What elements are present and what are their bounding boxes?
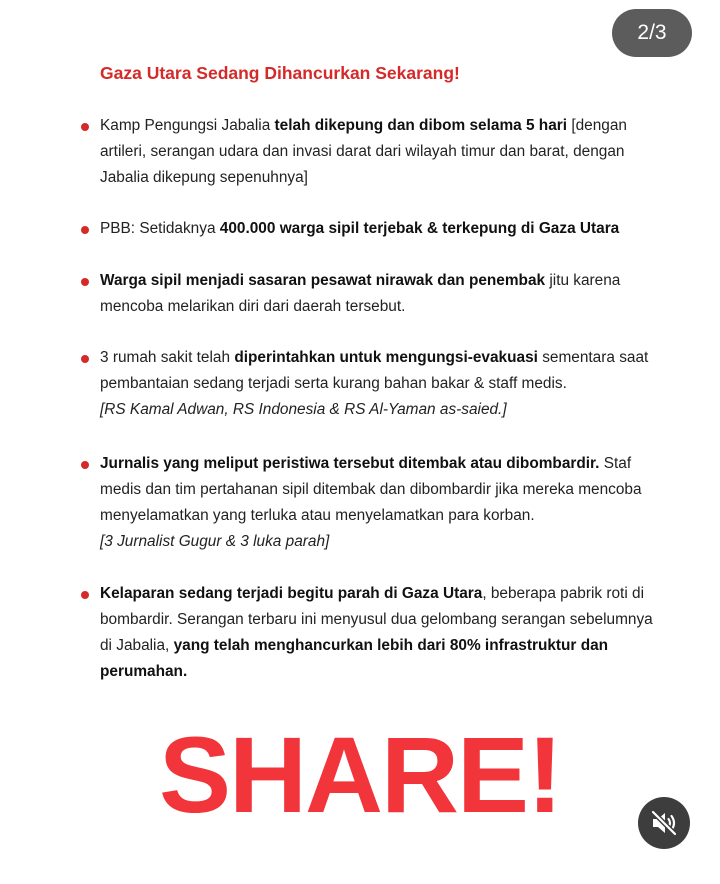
bullet-dot-icon <box>81 226 89 234</box>
bullet-text: PBB: Setidaknya <box>100 220 220 237</box>
slide-counter-badge: 2/3 <box>612 9 692 57</box>
bullet-dot-icon <box>81 461 89 469</box>
list-item <box>100 216 660 242</box>
bullet-text: , beberapa pabrik roti di bombardir. Serangan terbaru ini menyusul dua gelombang serangan sebelumnya di Jabalia, <box>100 585 653 654</box>
list-item <box>100 581 660 685</box>
bullet-text: sementara saat pembantaian sedang terjadi serta kurang bahan bakar & staff medis. <box>100 349 649 392</box>
bullet-dot-icon <box>81 278 89 286</box>
bullet-bold-text: 400.000 warga sipil terjebak & terkepung di Gaza Utara <box>219 220 620 237</box>
bullet-dot-icon <box>81 591 89 599</box>
bullet-bold-text: Jurnalis yang meliput peristiwa tersebut ditembak atau dibombardir. <box>100 455 600 472</box>
bullet-dot-icon <box>81 355 89 363</box>
list-item <box>100 113 660 191</box>
list-item <box>100 268 660 320</box>
speaker-muted-icon <box>650 810 678 836</box>
bullet-bold-text: diperintahkan untuk mengungsi-evakuasi <box>234 349 538 366</box>
list-item <box>100 345 660 423</box>
bullet-bold-text: yang telah menghancurkan lebih dari 80% infrastruktur dan perumahan. <box>100 637 609 680</box>
bullet-text: [dengan artileri, serangan udara dan invasi darat dari wilayah timur dan barat, dengan Jabalia dikepung sepenuhnya] <box>100 117 627 186</box>
bullet-note: [RS Kamal Adwan, RS Indonesia & RS Al-Yaman as-saied.] <box>100 401 507 418</box>
bullet-bold-text: telah dikepung dan dibom selama 5 hari <box>274 117 568 134</box>
bullet-dot-icon <box>81 123 89 131</box>
bullet-text: Kamp Pengungsi Jabalia <box>100 117 275 134</box>
bullet-note: [3 Jurnalist Gugur & 3 luka parah] <box>100 533 330 550</box>
bullet-text: jitu karena mencoba melarikan diri dari daerah tersebut. <box>100 272 621 315</box>
bullet-text: Staf medis dan tim pertahanan sipil ditembak dan dibombardir jika mereka mencoba menyelamatkan yang terluka atau menyelamatkan para korban. <box>100 455 642 524</box>
list-item <box>100 451 660 555</box>
bullet-bold-text: Kelaparan sedang terjadi begitu parah di Gaza Utara <box>100 585 483 602</box>
bullet-bold-text: Warga sipil menjadi sasaran pesawat nirawak dan penembak <box>100 272 546 289</box>
share-heading: SHARE! <box>158 714 562 835</box>
mute-toggle-button[interactable] <box>638 797 690 849</box>
bullet-text: 3 rumah sakit telah <box>100 349 235 366</box>
page-title: Gaza Utara Sedang Dihancurkan Sekarang! <box>100 63 460 83</box>
